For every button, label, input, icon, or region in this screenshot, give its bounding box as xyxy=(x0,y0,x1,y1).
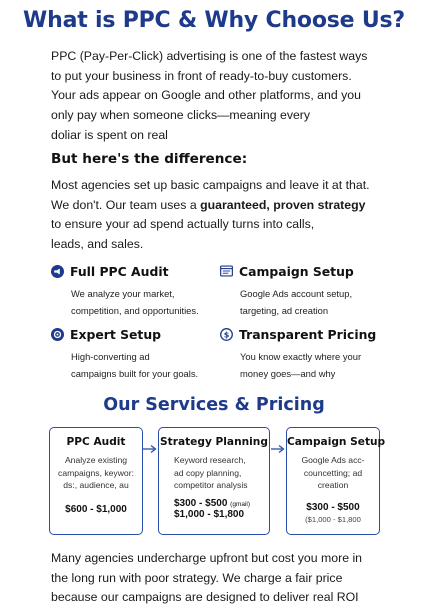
closing-line: the long run with poor strategy. We charge a fair price xyxy=(51,570,343,585)
browser-window-icon xyxy=(220,265,233,278)
service-title: Strategy Planning xyxy=(160,436,268,448)
service-description-line: ds:, audience, au xyxy=(63,480,129,490)
intro-line: to put your business in front of ready-to-buy customers. xyxy=(51,68,352,83)
difference-paragraph xyxy=(51,176,396,254)
service-description-line: competitor analysis xyxy=(174,480,248,490)
feature-description-line: campaigns built for your goals. xyxy=(71,367,199,379)
difference-line: to ensure your ad spend actually turns into calls, xyxy=(51,217,315,231)
difference-line: leads, and sales. xyxy=(51,236,144,251)
service-card-ppc-audit xyxy=(49,427,143,535)
intro-line: doliar is spent on real xyxy=(51,127,168,142)
difference-heading: But here's the difference: xyxy=(51,151,248,167)
feature-description-line: targeting, ad creation xyxy=(240,304,329,316)
closing-paragraph xyxy=(51,549,411,608)
service-description xyxy=(50,454,142,492)
service-price-alt: $1,000 - $1,800 xyxy=(174,508,245,520)
feature-campaign-setup xyxy=(220,263,395,319)
feature-description-line: competition, and opportunities. xyxy=(71,304,199,316)
service-price xyxy=(159,498,269,509)
feature-transparent-pricing xyxy=(220,326,395,382)
feature-description xyxy=(71,349,226,382)
emphasis-text: guaranteed, proven strategy xyxy=(200,197,366,212)
closing-line: because our campaigns are designed to deliver real ROI xyxy=(51,590,359,605)
feature-description-line: High-converting ad xyxy=(71,351,150,362)
difference-line xyxy=(51,196,396,216)
service-title: PPC Audit xyxy=(66,436,126,448)
feature-title: Expert Setup xyxy=(70,326,162,342)
service-price: $300 - $500 xyxy=(306,501,360,513)
feature-description-line: Google Ads account setup, xyxy=(240,288,353,299)
megaphone-icon xyxy=(51,265,64,278)
service-description-line: creation xyxy=(317,480,349,490)
intro-line: only pay when someone clicks—meaning every xyxy=(51,108,311,123)
feature-description xyxy=(71,286,226,319)
feature-title: Campaign Setup xyxy=(239,263,354,279)
intro-line: Your ads appear on Google and other platforms, and you xyxy=(51,88,361,103)
difference-line: Most agencies set up basic campaigns and leave it at that. xyxy=(51,178,370,192)
service-description-line: Google Ads acc- xyxy=(301,455,365,465)
service-description-line: councetting; ad xyxy=(303,467,363,478)
gear-icon xyxy=(51,328,64,341)
service-title: Campaign Setup xyxy=(287,436,386,448)
feature-description-line: money goes—and why xyxy=(240,367,336,379)
intro-line: PPC (Pay-Per-Click) advertising is one of the fastest ways xyxy=(51,49,368,63)
feature-full-ppc-audit xyxy=(51,263,226,319)
feature-description xyxy=(240,349,395,382)
closing-line: Many agencies undercharge upfront but cost you more in xyxy=(51,551,363,565)
service-description-line: Keyword research, xyxy=(174,455,246,465)
service-description xyxy=(159,454,269,492)
services-heading: Our Services & Pricing xyxy=(103,395,325,415)
feature-expert-setup xyxy=(51,326,226,382)
arrow-right-icon xyxy=(271,444,285,454)
service-price-note: (gmail) xyxy=(230,500,251,508)
arrow-right-icon xyxy=(143,444,157,454)
service-price-sub: ($1,000 - $1,800 xyxy=(305,514,361,524)
feature-title: Transparent Pricing xyxy=(239,326,377,342)
dollar-icon xyxy=(220,328,233,341)
svg-text:$: $ xyxy=(223,329,230,339)
service-price-text: $300 - $500 xyxy=(174,497,228,509)
service-description-line: ad copy planning, xyxy=(174,467,242,478)
page-title: What is PPC & Why Choose Us? xyxy=(23,8,405,33)
feature-description-line: You know exactly where your xyxy=(240,351,362,362)
feature-title: Full PPC Audit xyxy=(70,263,169,279)
intro-paragraph xyxy=(51,47,396,146)
service-description xyxy=(287,454,379,492)
feature-description xyxy=(240,286,395,319)
service-card-strategy-planning xyxy=(158,427,270,535)
difference-line-text: We don't. Our team uses a xyxy=(51,197,201,212)
feature-description-line: We analyze your market, xyxy=(71,288,175,299)
service-description-line: campaigns, keywor: xyxy=(58,467,134,478)
service-card-campaign-setup xyxy=(286,427,386,535)
service-description-line: Analyze existing xyxy=(64,455,128,465)
service-price: $600 - $1,000 xyxy=(65,503,127,515)
